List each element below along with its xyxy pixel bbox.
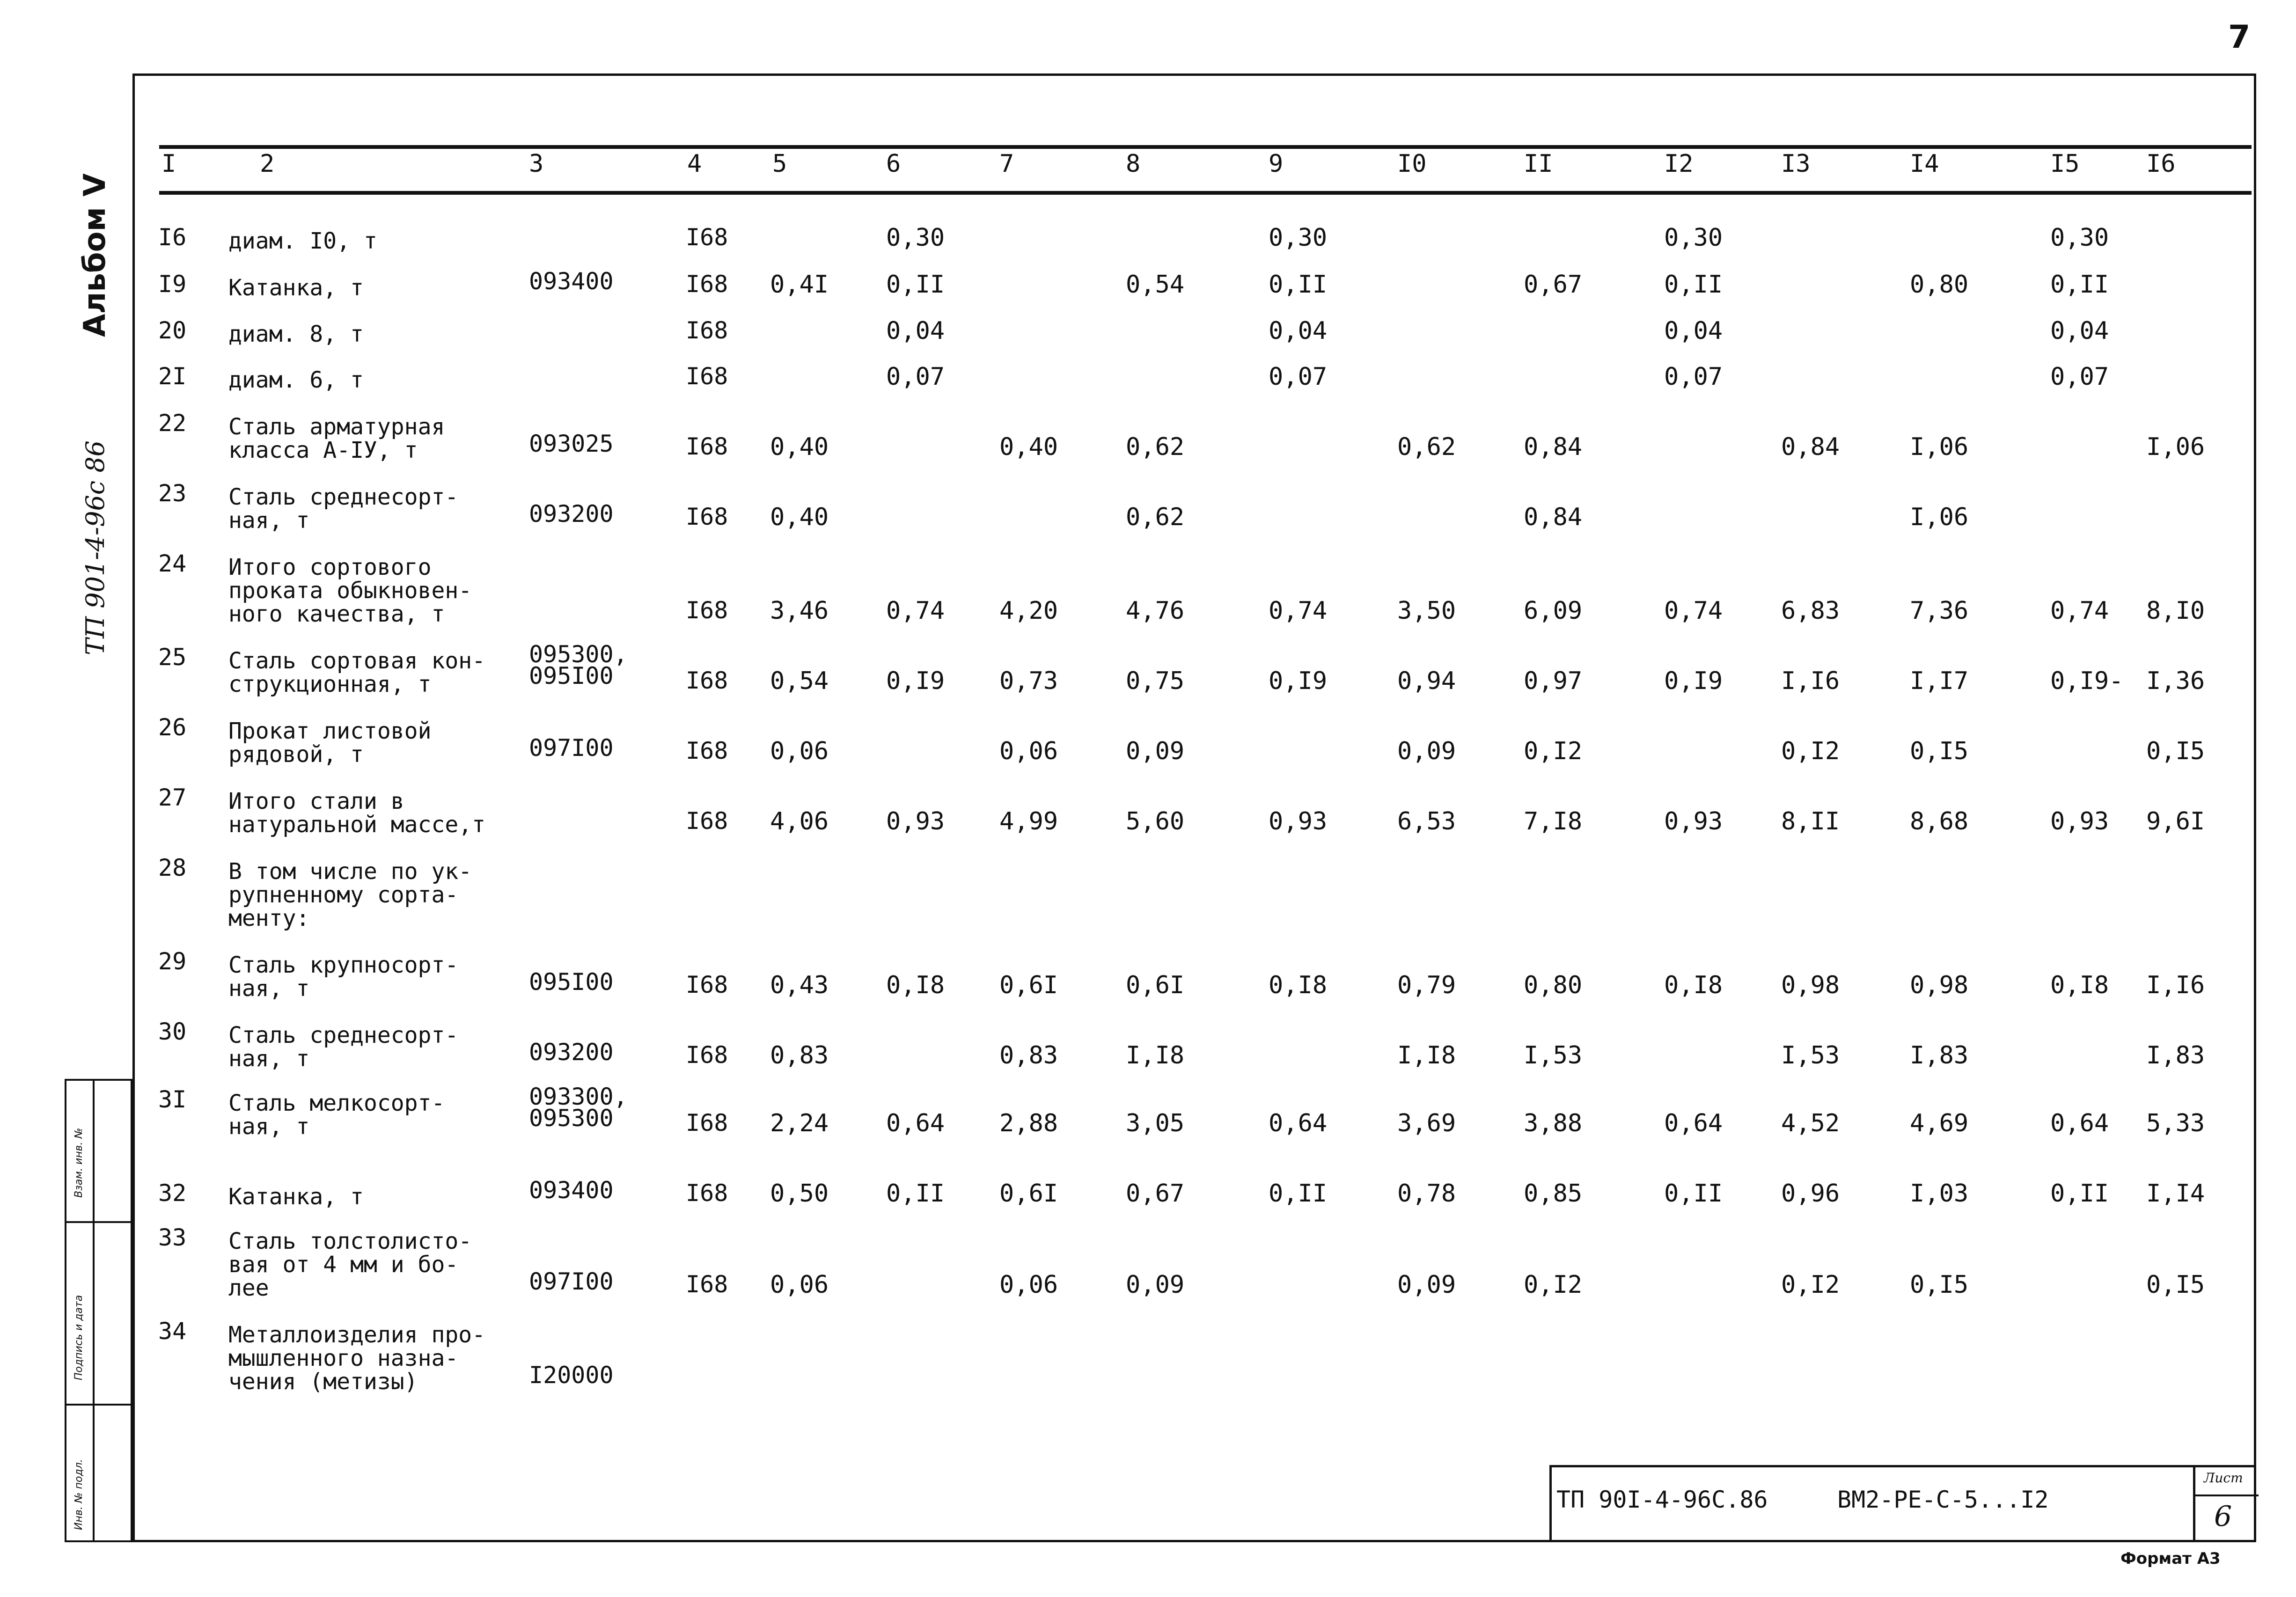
value-cell: 0,II: [2050, 271, 2109, 299]
header-cell: 9: [1269, 150, 1284, 178]
value-cell: 3,46: [770, 597, 829, 625]
value-cell: 0,62: [1126, 433, 1185, 461]
row-number: 24: [158, 550, 187, 577]
row-name: Сталь крупносорт- ная, т: [228, 952, 459, 1002]
format-label: Формат А3: [2120, 1549, 2221, 1568]
stamp-label-replacement: Взам. инв. №: [73, 1128, 85, 1198]
value-cell: I,03: [1910, 1179, 1969, 1208]
row-number: 25: [158, 644, 187, 671]
value-cell: I,83: [2146, 1041, 2205, 1070]
row-unit: I68: [686, 971, 728, 998]
row-unit: I68: [686, 503, 728, 530]
value-cell: I,36: [2146, 667, 2205, 695]
header-cell: I3: [1781, 150, 1811, 178]
value-cell: 0,40: [770, 503, 829, 531]
row-number: 30: [158, 1018, 187, 1045]
value-cell: 0,50: [770, 1179, 829, 1208]
value-cell: 4,52: [1781, 1109, 1840, 1137]
value-cell: 0,94: [1397, 667, 1456, 695]
value-cell: 0,84: [1781, 433, 1840, 461]
row-unit: I68: [686, 807, 728, 835]
stamp-label-signature: Подпись и дата: [73, 1295, 85, 1380]
value-cell: 0,93: [886, 807, 945, 835]
value-cell: 0,79: [1397, 971, 1456, 999]
header-cell: 2: [260, 150, 275, 178]
album-label: Альбом Ⅴ: [78, 173, 112, 337]
approval-stamp: [65, 1079, 132, 1542]
value-cell: 0,09: [1397, 737, 1456, 765]
value-cell: 0,64: [886, 1109, 945, 1137]
value-cell: 0,I9: [886, 667, 945, 695]
row-code: 095300, 095I00: [529, 641, 628, 689]
value-cell: 0,64: [1664, 1109, 1723, 1137]
value-cell: 0,07: [1269, 363, 1328, 391]
row-number: I9: [158, 271, 187, 298]
value-cell: 0,I5: [2146, 737, 2205, 765]
value-cell: 0,I8: [1664, 971, 1723, 999]
row-number: 34: [158, 1318, 187, 1345]
header-cell: I0: [1397, 150, 1427, 178]
value-cell: 0,09: [1397, 1271, 1456, 1299]
value-cell: I,I6: [1781, 667, 1840, 695]
header-cell: 5: [772, 150, 787, 178]
value-cell: 4,76: [1126, 597, 1185, 625]
value-cell: 0,83: [999, 1041, 1058, 1070]
value-cell: 0,80: [1524, 971, 1583, 999]
value-cell: 0,I2: [1781, 737, 1840, 765]
row-unit: I68: [686, 1109, 728, 1136]
value-cell: 0,II: [886, 271, 945, 299]
value-cell: 0,96: [1781, 1179, 1840, 1208]
value-cell: 0,93: [1269, 807, 1328, 835]
value-cell: 6,09: [1524, 597, 1583, 625]
value-cell: 7,I8: [1524, 807, 1583, 835]
value-cell: 0,6I: [999, 1179, 1058, 1208]
value-cell: I,06: [1910, 503, 1969, 531]
value-cell: 0,I9-: [2050, 667, 2124, 695]
value-cell: 3,50: [1397, 597, 1456, 625]
row-unit: I68: [686, 597, 728, 624]
row-name: диам. 6, т: [228, 367, 364, 393]
row-name: Сталь среднесорт- ная, т: [228, 484, 459, 534]
stamp-label-inventory: Инв. № подл.: [73, 1459, 85, 1530]
row-unit: I68: [686, 1041, 728, 1069]
row-name: Катанка, т: [228, 1184, 364, 1210]
value-cell: 0,80: [1910, 271, 1969, 299]
row-name: Катанка, т: [228, 275, 364, 301]
row-unit: I68: [686, 667, 728, 694]
row-name: Сталь мелкосорт- ная, т: [228, 1090, 445, 1140]
sheet-box: [2193, 1467, 2259, 1542]
row-code: 097I00: [529, 734, 614, 762]
value-cell: 4,20: [999, 597, 1058, 625]
row-number: 33: [158, 1224, 187, 1251]
value-cell: 4,69: [1910, 1109, 1969, 1137]
value-cell: 0,98: [1781, 971, 1840, 999]
value-cell: I,I7: [1910, 667, 1969, 695]
row-number: 32: [158, 1179, 187, 1207]
row-name: Металлоизделия про- мышленного назна- чения (метизы): [228, 1322, 486, 1395]
value-cell: 0,30: [1269, 224, 1328, 252]
row-name: В том числе по ук- рупненному сорта- менту:: [228, 858, 472, 931]
value-cell: 0,62: [1126, 503, 1185, 531]
value-cell: 4,99: [999, 807, 1058, 835]
value-cell: 0,6I: [1126, 971, 1185, 999]
value-cell: 0,04: [2050, 317, 2109, 345]
value-cell: 0,06: [999, 1271, 1058, 1299]
value-cell: 0,II: [1664, 1179, 1723, 1208]
header-cell: I2: [1664, 150, 1694, 178]
value-cell: 0,II: [1269, 1179, 1328, 1208]
document-code: ТП 90I-4-96С.86: [1556, 1486, 1768, 1513]
value-cell: 0,54: [770, 667, 829, 695]
value-cell: 0,40: [999, 433, 1058, 461]
row-number: I6: [158, 224, 187, 251]
album-code: ТП 901-4-96с 86: [81, 440, 110, 655]
row-number: 26: [158, 714, 187, 741]
value-cell: I,53: [1781, 1041, 1840, 1070]
value-cell: 2,24: [770, 1109, 829, 1137]
value-cell: 0,67: [1524, 271, 1583, 299]
value-cell: 0,I8: [1269, 971, 1328, 999]
value-cell: 5,60: [1126, 807, 1185, 835]
value-cell: 0,75: [1126, 667, 1185, 695]
value-cell: 0,09: [1126, 1271, 1185, 1299]
value-cell: 0,I9: [1269, 667, 1328, 695]
value-cell: 3,05: [1126, 1109, 1185, 1137]
value-cell: 0,30: [1664, 224, 1723, 252]
header-cell: 3: [529, 150, 544, 178]
value-cell: 7,36: [1910, 597, 1969, 625]
value-cell: 0,I5: [1910, 737, 1969, 765]
value-cell: 0,74: [2050, 597, 2109, 625]
value-cell: 0,4I: [770, 271, 829, 299]
stamp-divider: [66, 1404, 131, 1406]
row-unit: I68: [686, 1179, 728, 1207]
value-cell: 0,84: [1524, 433, 1583, 461]
sheet-label: Лист: [2204, 1470, 2243, 1486]
row-unit: I68: [686, 271, 728, 298]
value-cell: 0,06: [770, 1271, 829, 1299]
value-cell: 0,40: [770, 433, 829, 461]
value-cell: 0,93: [1664, 807, 1723, 835]
value-cell: 0,I5: [1910, 1271, 1969, 1299]
value-cell: I,I4: [2146, 1179, 2205, 1208]
value-cell: 0,74: [1269, 597, 1328, 625]
value-cell: 8,II: [1781, 807, 1840, 835]
header-cell: 7: [999, 150, 1014, 178]
value-cell: 0,04: [1269, 317, 1328, 345]
header-cell: 8: [1126, 150, 1141, 178]
value-cell: 0,II: [2050, 1179, 2109, 1208]
sheet-divider: [2195, 1494, 2259, 1496]
value-cell: 3,88: [1524, 1109, 1583, 1137]
value-cell: 8,68: [1910, 807, 1969, 835]
value-cell: 8,I0: [2146, 597, 2205, 625]
value-cell: I,I6: [2146, 971, 2205, 999]
value-cell: 0,I8: [886, 971, 945, 999]
row-unit: I68: [686, 737, 728, 764]
row-unit: I68: [686, 317, 728, 344]
row-number: 22: [158, 410, 187, 437]
row-code: 093400: [529, 1177, 614, 1204]
value-cell: 0,74: [886, 597, 945, 625]
value-cell: 4,06: [770, 807, 829, 835]
value-cell: 0,30: [2050, 224, 2109, 252]
value-cell: I,I8: [1126, 1041, 1185, 1070]
value-cell: 0,I9: [1664, 667, 1723, 695]
row-number: 20: [158, 317, 187, 344]
value-cell: 0,I2: [1781, 1271, 1840, 1299]
row-name: диам. I0, т: [228, 228, 377, 254]
row-code: 097I00: [529, 1268, 614, 1295]
value-cell: 0,73: [999, 667, 1058, 695]
sheet-number: 6: [2214, 1500, 2232, 1533]
value-cell: 3,69: [1397, 1109, 1456, 1137]
value-cell: 0,62: [1397, 433, 1456, 461]
header-cell: 6: [886, 150, 901, 178]
value-cell: 0,I2: [1524, 1271, 1583, 1299]
value-cell: 0,67: [1126, 1179, 1185, 1208]
value-cell: 6,53: [1397, 807, 1456, 835]
header-cell: I5: [2050, 150, 2080, 178]
value-cell: 0,83: [770, 1041, 829, 1070]
value-cell: 2,88: [999, 1109, 1058, 1137]
drawing-code: ВМ2-РЕ-С-5...I2: [1837, 1486, 2049, 1513]
value-cell: 0,04: [1664, 317, 1723, 345]
value-cell: I,53: [1524, 1041, 1583, 1070]
value-cell: 0,06: [999, 737, 1058, 765]
row-code: 093400: [529, 268, 614, 295]
row-code: 093025: [529, 430, 614, 457]
stamp-divider: [93, 1081, 95, 1540]
value-cell: I,83: [1910, 1041, 1969, 1070]
row-code: 095I00: [529, 968, 614, 996]
row-name: Сталь сортовая кон- струкционная, т: [228, 648, 486, 697]
row-unit: I68: [686, 224, 728, 251]
header-cell: 4: [687, 150, 702, 178]
row-number: 29: [158, 948, 187, 975]
row-name: диам. 8, т: [228, 321, 364, 347]
value-cell: 0,85: [1524, 1179, 1583, 1208]
value-cell: 0,98: [1910, 971, 1969, 999]
value-cell: 0,I8: [2050, 971, 2109, 999]
value-cell: 0,I2: [1524, 737, 1583, 765]
value-cell: 0,07: [2050, 363, 2109, 391]
row-number: 2I: [158, 363, 187, 390]
value-cell: 0,84: [1524, 503, 1583, 531]
row-unit: I68: [686, 1271, 728, 1298]
value-cell: 0,64: [2050, 1109, 2109, 1137]
value-cell: 5,33: [2146, 1109, 2205, 1137]
header-cell: I6: [2146, 150, 2176, 178]
value-cell: 6,83: [1781, 597, 1840, 625]
row-code: I20000: [529, 1362, 614, 1389]
value-cell: 0,09: [1126, 737, 1185, 765]
row-unit: I68: [686, 433, 728, 460]
value-cell: I,06: [1910, 433, 1969, 461]
value-cell: 0,II: [886, 1179, 945, 1208]
value-cell: 0,97: [1524, 667, 1583, 695]
value-cell: 0,II: [1664, 271, 1723, 299]
value-cell: I,I8: [1397, 1041, 1456, 1070]
row-number: 23: [158, 480, 187, 507]
header-cell: II: [1524, 150, 1553, 178]
value-cell: 0,74: [1664, 597, 1723, 625]
value-cell: 0,78: [1397, 1179, 1456, 1208]
value-cell: 0,I5: [2146, 1271, 2205, 1299]
row-name: Прокат листовой рядовой, т: [228, 718, 432, 768]
row-number: 27: [158, 784, 187, 811]
table-top-rule: [159, 145, 2252, 149]
table-header-rule: [159, 191, 2252, 195]
row-name: Сталь среднесорт- ная, т: [228, 1022, 459, 1072]
row-number: 28: [158, 854, 187, 881]
value-cell: 0,07: [886, 363, 945, 391]
value-cell: 9,6I: [2146, 807, 2205, 835]
value-cell: 0,64: [1269, 1109, 1328, 1137]
value-cell: 0,06: [770, 737, 829, 765]
value-cell: 0,6I: [999, 971, 1058, 999]
row-name: Итого стали в натуральной массе,т: [228, 788, 486, 838]
row-name: Сталь толстолисто- вая от 4 мм и бо- лее: [228, 1228, 472, 1301]
value-cell: 0,04: [886, 317, 945, 345]
value-cell: I,06: [2146, 433, 2205, 461]
value-cell: 0,07: [1664, 363, 1723, 391]
value-cell: 0,43: [770, 971, 829, 999]
title-block: [1549, 1465, 2256, 1542]
header-cell: I: [161, 150, 176, 178]
header-cell: I4: [1910, 150, 1939, 178]
value-cell: 0,II: [1269, 271, 1328, 299]
row-name: Итого сортового проката обыкновен- ного качества, т: [228, 554, 472, 627]
row-code: 093200: [529, 1039, 614, 1066]
value-cell: 0,30: [886, 224, 945, 252]
row-unit: I68: [686, 363, 728, 390]
page-corner-number: 7: [2228, 19, 2251, 56]
stamp-divider: [66, 1221, 131, 1223]
row-code: 093300, 095300: [529, 1083, 628, 1132]
row-name: Сталь арматурная класса А-IУ, т: [228, 414, 445, 463]
row-number: 3I: [158, 1086, 187, 1113]
value-cell: 0,54: [1126, 271, 1185, 299]
row-code: 093200: [529, 500, 614, 527]
value-cell: 0,93: [2050, 807, 2109, 835]
